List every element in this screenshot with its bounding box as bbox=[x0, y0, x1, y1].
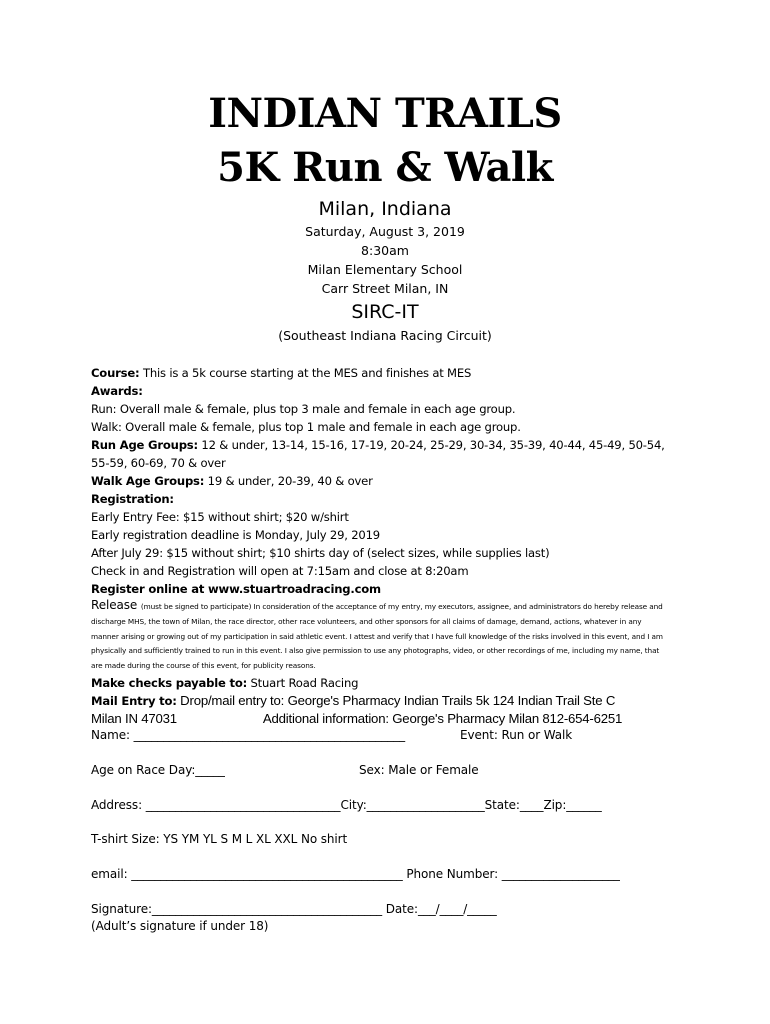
event-venue: Milan Elementary School bbox=[307, 262, 463, 277]
course-line bbox=[91, 364, 671, 382]
release-note: (must be signed to participate) bbox=[140, 602, 252, 611]
early-registration-deadline: Early registration deadline is Monday, July 29, 2019 bbox=[91, 528, 380, 542]
walk-age-groups bbox=[91, 472, 671, 490]
email-phone-field[interactable]: email: ______________________________________________ Phone Number: ____________________ bbox=[91, 867, 620, 881]
tshirt-size-choice[interactable]: T-shirt Size: YS YM YL S M L XL XXL No shirt bbox=[91, 832, 348, 846]
checks-payable bbox=[91, 674, 671, 692]
release-waiver bbox=[91, 598, 671, 674]
checks-text: Stuart Road Racing bbox=[247, 675, 359, 690]
run-age-groups-text: 12 & under, 13-14, 15-16, 17-19, 20-24, 25-29, 30-34, 35-39, 40-44, 45-49, 50-54, 55-59, 60-69, 70 & over bbox=[91, 438, 665, 470]
event-title-line2: 5K Run & Walk bbox=[217, 144, 553, 191]
event-choice[interactable]: Event: Run or Walk bbox=[460, 728, 573, 742]
registration-label: Registration: bbox=[91, 492, 174, 506]
event-title-line1: INDIAN TRAILS bbox=[208, 90, 562, 137]
register-online-text: Register online at www.stuartroadracing.com bbox=[91, 582, 381, 596]
after-deadline-fee: After July 29: $15 without shirt; $10 shirts day of (select sizes, while supplies last) bbox=[91, 546, 550, 560]
awards-walk: Walk: Overall male & female, plus top 1 male and female in each age group. bbox=[91, 420, 521, 434]
mail-label: Mail Entry to: bbox=[91, 693, 177, 708]
check-in-times: Check in and Registration will open at 7:15am and close at 8:20am bbox=[91, 564, 469, 578]
run-age-groups-label: Run Age Groups: bbox=[91, 438, 198, 452]
awards-label: Awards: bbox=[91, 384, 143, 398]
release-label: Release bbox=[91, 598, 141, 612]
release-text: In consideration of the acceptance of my entry, my executors, assignee, and administrators do hereby release and discharge MHS, the town of Milan, the race director, other race volunteers, and other sponsors for all claims of damage, demand, actions, whatever in any manner arising or growing out of my participation in said athletic event. I attest and verify that I have full knowledge of the risks involved in this event, and I am physically and sufficiently trained to run in this event. I also give permission to use any photographs, video, or other recordings of me, including my name, that are made during the course of this event, for publicity reasons. bbox=[91, 602, 663, 671]
event-street: Carr Street Milan, IN bbox=[321, 281, 449, 296]
signature-field[interactable]: Signature:_______________________________________ Date:___/____/_____ bbox=[91, 902, 497, 916]
walk-age-groups-text: 19 & under, 20-39, 40 & over bbox=[204, 474, 373, 488]
course-label: Course: bbox=[91, 366, 140, 380]
awards-line bbox=[91, 382, 671, 400]
mail-text: Drop/mail entry to: George's Pharmacy Indian Trails 5k 124 Indian Trail Ste C bbox=[176, 692, 616, 708]
event-time: 8:30am bbox=[361, 243, 409, 258]
age-field[interactable]: Age on Race Day:_____ bbox=[91, 763, 225, 777]
event-details bbox=[91, 364, 671, 728]
awards-run: Run: Overall male & female, plus top 3 male and female in each age group. bbox=[91, 402, 516, 416]
circuit-full-name: (Southeast Indiana Racing Circuit) bbox=[278, 328, 492, 343]
course-text: This is a 5k course starting at the MES and finishes at MES bbox=[139, 366, 472, 380]
circuit-name: SIRC-IT bbox=[351, 301, 419, 323]
early-entry-fee: Early Entry Fee: $15 without shirt; $20 w/shirt bbox=[91, 510, 349, 524]
address-field[interactable]: Address: _________________________________City:____________________State:____Zip:______ bbox=[91, 798, 602, 812]
sex-choice[interactable]: Sex: Male or Female bbox=[359, 763, 479, 777]
event-city: Milan, Indiana bbox=[318, 198, 452, 220]
event-date: Saturday, August 3, 2019 bbox=[305, 224, 465, 239]
signature-note: (Adult’s signature if under 18) bbox=[91, 919, 269, 933]
registration-line bbox=[91, 490, 671, 508]
mail-entry bbox=[91, 692, 671, 710]
walk-age-groups-label: Walk Age Groups: bbox=[91, 474, 205, 488]
checks-label: Make checks payable to: bbox=[91, 675, 248, 690]
mail-city-line bbox=[91, 710, 671, 728]
name-field[interactable]: Name: ______________________________________________ bbox=[91, 728, 406, 742]
register-online bbox=[91, 580, 671, 598]
mail-city: Milan IN 47031 bbox=[91, 710, 177, 726]
run-age-groups bbox=[91, 436, 671, 472]
additional-info: Additional information: George's Pharmacy Milan 812-654-6251 bbox=[262, 710, 623, 726]
